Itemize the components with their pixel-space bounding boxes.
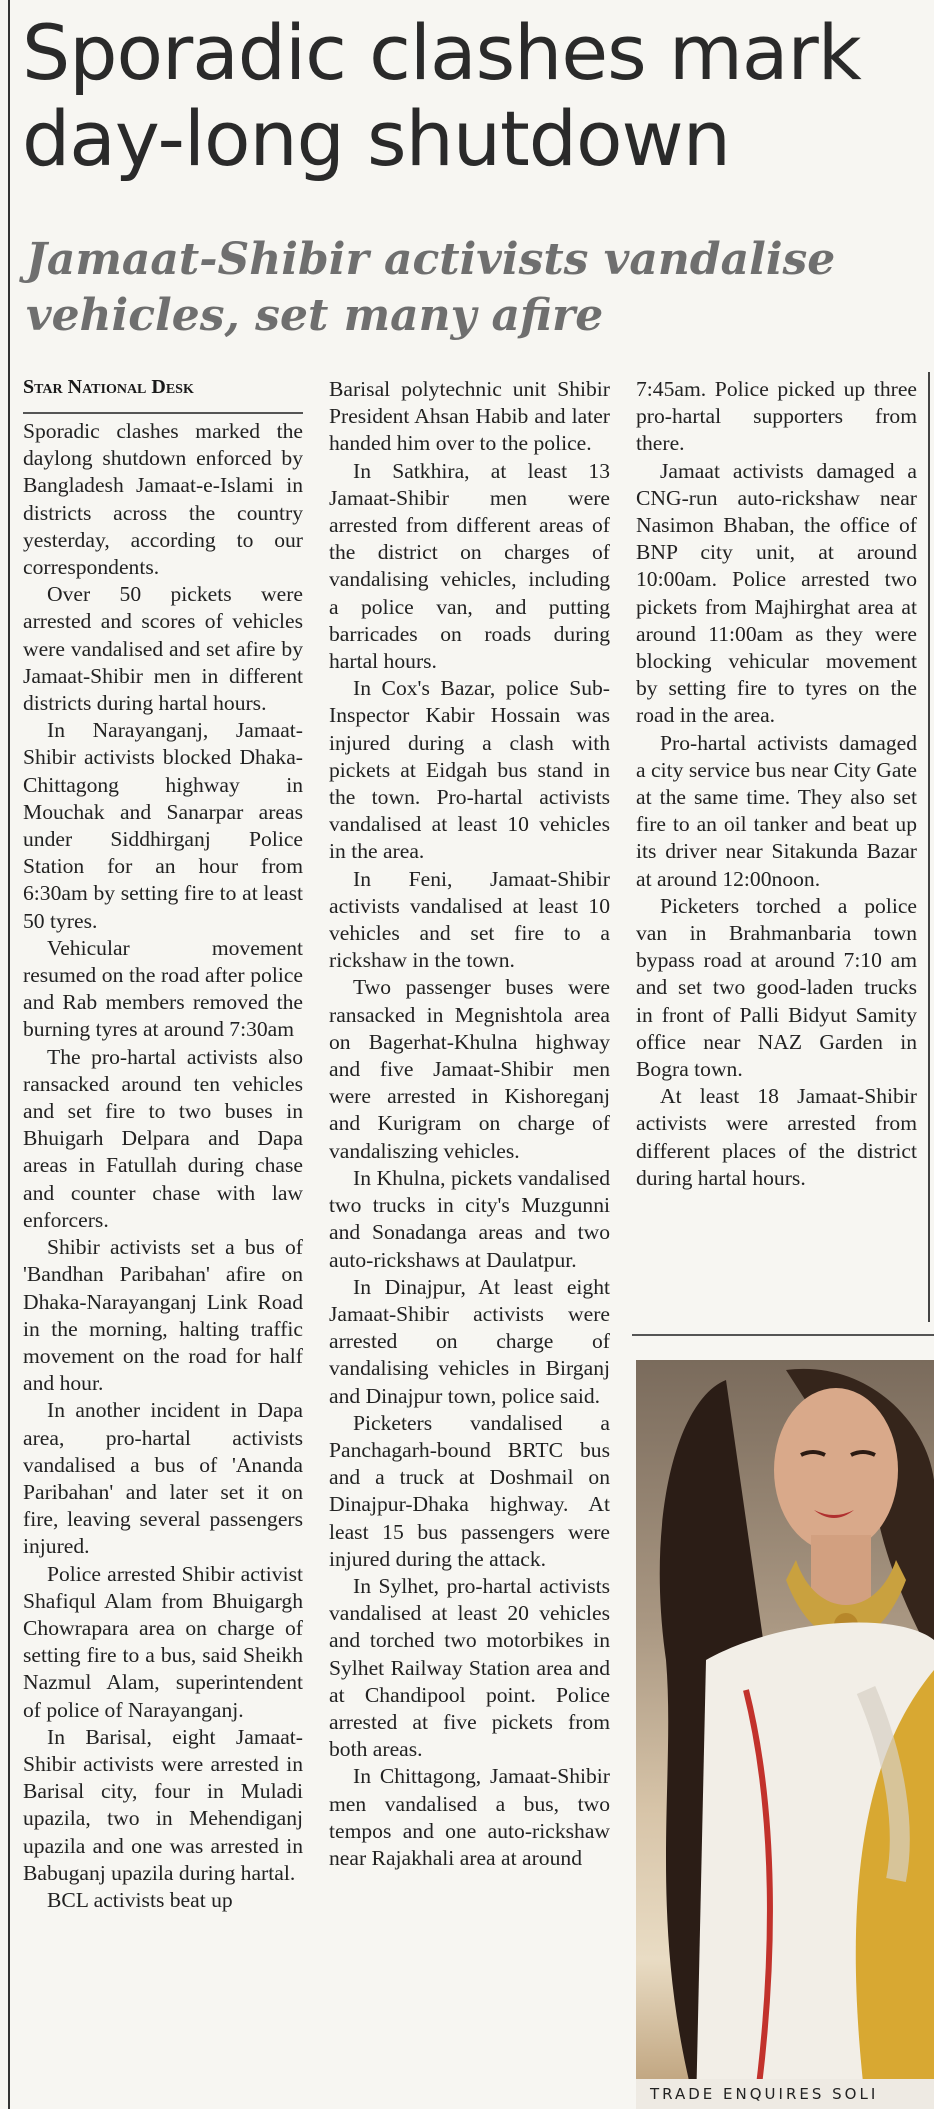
paragraph: 7:45am. Police picked up three pro-hartal supporters from there. [636,377,917,456]
advertisement-photo [636,1360,934,2109]
paragraph: Two passenger buses were ransacked in Megnishtola area on Bagerhat-Khulna highway and five Jamaat-Shibir men were arrested in Kishoreganj and Kurigram on charge of vandaliszing vehicles. [329,975,610,1163]
paragraph: In Dinajpur, At least eight Jamaat-Shibir activists were arrested on charge of vandalising vehicles in Birganj and Dinajpur town, police said. [329,1274,610,1408]
article-column-3 [636,376,917,1192]
column-3-right-rule [928,372,930,1322]
byline: Star National Desk [23,376,194,398]
paragraph: In Narayanganj, Jamaat-Shibir activists blocked Dhaka-Chittagong highway in Mouchak and Sanarpar areas under Siddhirganj Police Station for an hour from 6:30am by setting fire to at least 50 tyres. [23,718,303,933]
paragraph: In Khulna, pickets vandalised two trucks in city's Muzgunni and Sonadanga areas and two auto-rickshaws at Daulatpur. [329,1165,610,1272]
byline-rule [23,412,303,414]
paragraph: Pro-hartal activists damaged a city service bus near City Gate at the same time. They also set fire to an oil tanker and beat up its driver near Sitakunda Bazar at around 12:00noon. [636,730,917,891]
subheadline: Jamaat-Shibir activists vandalise vehicles, set many afire [26,234,836,341]
paragraph: In Chittagong, Jamaat-Shibir men vandalised a bus, two tempos and one auto-rickshaw near Rajakhali area at around [329,1764,610,1870]
face-shape [774,1388,898,1552]
paragraph: In Cox's Bazar, police Sub-Inspector Kabir Hossain was injured during a clash with pickets at Eidgah bus stand in the town. Pro-hartal activists vandalised at least 10 vehicles in the area. [329,676,610,864]
paragraph: Police arrested Shibir activist Shafiqul Alam from Bhuigargh Chowrapara area on charge of setting fire to a bus, said Sheikh Nazmul Alam, superintendent of police of Narayanganj. [23,1561,303,1722]
paragraph: In another incident in Dapa area, pro-hartal activists vandalised a bus of 'Ananda Paribahan' and later set it on fire, leaving several passengers injured. [23,1398,303,1559]
advertisement-top-rule [632,1334,934,1336]
advertisement [636,1360,934,2109]
paragraph: Jamaat activists damaged a CNG-run auto-rickshaw near Nasimon Bhaban, the office of BNP city unit, at around 10:00am. Police arrested two pickets from Majhirghat area at around 11:00am as they were blocking vehicular movement by setting fire to tyres on the road in the area. [636,458,917,728]
paragraph: In Satkhira, at least 13 Jamaat-Shibir men were arrested from different areas of the district on charges of vandalising vehicles, including a police van, and putting barricades on roads during hartal hours. [329,458,610,674]
article-column-1 [23,418,303,1914]
left-margin-rule [8,0,10,2109]
paragraph: BCL activists beat up [47,1887,233,1912]
advertisement-caption: TRADE ENQUIRES SOLI [636,2079,934,2109]
paragraph: Shibir activists set a bus of 'Bandhan Paribahan' afire on Dhaka-Narayanganj Link Road in the morning, halting traffic movement on the road for half and hour. [23,1235,303,1396]
paragraph: Picketers vandalised a Panchagarh-bound BRTC bus and a truck at Doshmail on Dinajpur-Dhaka highway. At least 15 bus passengers were injured during the attack. [329,1410,610,1571]
article-column-2 [329,376,610,1872]
paragraph: In Barisal, eight Jamaat-Shibir activists were arrested in Barisal city, four in Muladi upazila, two in Mehendiganj upazila and one was arrested in Babuganj upazila during hartal. [23,1724,303,1885]
paragraph: In Sylhet, pro-hartal activists vandalised at least 20 vehicles and torched two motorbikes in Sylhet Railway Station area and at Chandipool point. Police arrested at five pickets from both areas. [329,1573,610,1762]
paragraph: Over 50 pickets were arrested and scores of vehicles were vandalised and set afire by Jamaat-Shibir men in different districts during hartal hours. [23,582,303,716]
paragraph: Vehicular movement resumed on the road after police and Rab members removed the burning tyres at around 7:30am [23,935,303,1042]
paragraph: At least 18 Jamaat-Shibir activists were arrested from different places of the district during hartal hours. [636,1084,917,1190]
paragraph: The pro-hartal activists also ransacked around ten vehicles and set fire to two buses in Bhuigarh Delpara and Dapa areas in Fatullah during chase and counter chase with law enforcers. [23,1044,303,1232]
headline: Sporadic clashes mark day-long shutdown [22,8,861,183]
paragraph: Picketers torched a police van in Brahmanbaria town bypass road at around 7:10 am and set two good-laden trucks in front of Palli Bidyut Samity office near NAZ Garden in Bogra town. [636,893,917,1082]
paragraph: Barisal polytechnic unit Shibir President Ahsan Habib and later handed him over to the police. [329,377,610,456]
paragraph: Sporadic clashes marked the daylong shutdown enforced by Bangladesh Jamaat-e-Islami in districts across the country yesterday, according to our correspondents. [23,419,303,580]
paragraph: In Feni, Jamaat-Shibir activists vandalised at least 10 vehicles and set fire to a rickshaw in the town. [329,866,610,973]
